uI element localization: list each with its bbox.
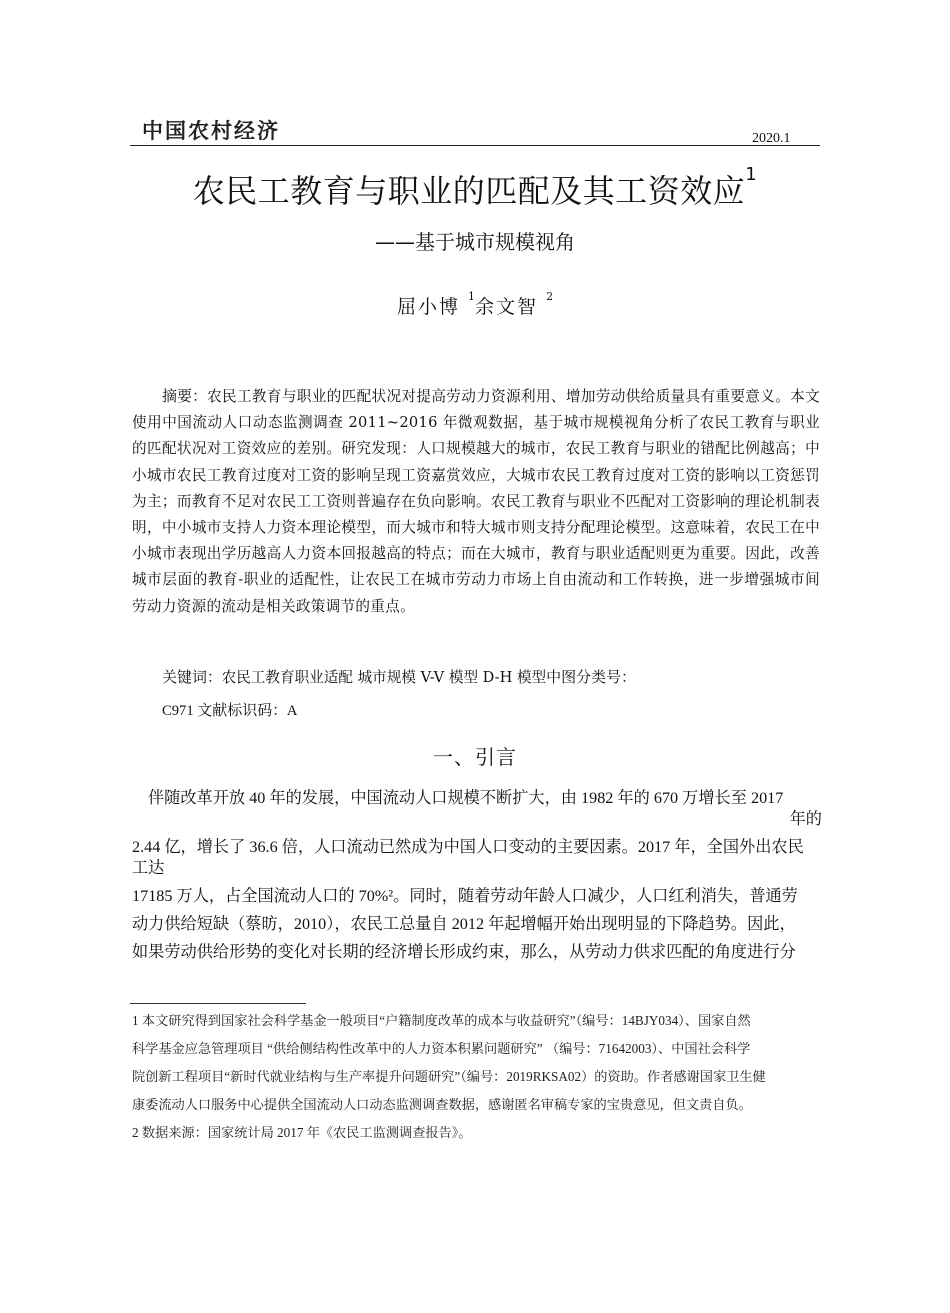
body-line-5: 如果劳动供给形势的变化对长期的经济增长形成约束，那么，从劳动力供求匹配的角度进行分 [132,943,796,961]
keywords-label: 关键词 [162,668,208,686]
body-line-4: 动力供给短缺（蔡昉，2010），农民工总量自 2012 年起增幅开始出现明显的下降趋势。因此， [132,915,796,933]
section-heading: 一、引言 [433,745,517,769]
author-2-mark: 2 [546,290,554,303]
classification-line [162,699,297,720]
keywords-text: ：农民工教育职业适配 城市规模 V-V 模型 D-H 模型 [207,669,547,686]
paper-title [0,166,950,212]
body-line-2b: 工达 [132,859,165,877]
title-footnote-mark[interactable]: 1 [745,164,758,185]
body-line-3: 17185 万人，占全国流动人口的 70%²。同时，随着劳动年龄人口减少，人口红利消失，普通劳 [132,887,798,905]
author-1: 屈小博 [396,296,460,318]
keywords-line [162,666,636,687]
title-text: 农民工教育与职业的匹配及其工资效应 [192,172,746,210]
clc-colon: ： [621,669,636,686]
paper-subtitle: ——基于城市规模视角 [375,230,575,254]
footnote-1-line-4: 康委流动人口服务中心提供全国流动人口动态监测调查数据，感谢匿名审稿专家的宝贵意见，但文责自负。 [132,1097,752,1112]
footnote-1-line-1: 1 本文研究得到国家社会科学基金一般项目“户籍制度改革的成本与收益研究”（编号：14BJY034）、国家自然 [132,1013,751,1028]
footnote-1-line-2: 科学基金应急管理项目 “供给侧结构性改革中的人力资本积累问题研究” （编号：71642003）、中国社会科学 [132,1041,751,1056]
footnote-1-line-3: 院创新工程项目“新时代就业结构与生产率提升问题研究”（编号：2019RKSA02）的资助。作者感谢国家卫生健 [132,1069,766,1084]
body-line-1b: 年的 [789,810,822,828]
doc-code-colon: ： [272,703,287,719]
footnote-rule [130,1003,306,1004]
clc-value: C971 [162,703,194,719]
abstract-label: 摘要 [162,387,193,405]
author-2: 余文智 [475,296,539,318]
clc-label: 中图分类号 [546,668,622,686]
body-line-2: 2.44 亿，增长了 36.6 倍，人口流动已然成为中国人口变动的主要因素。2017 年，全国外出农民 [132,838,804,856]
abstract [132,383,820,620]
author-1-mark: 1 [468,290,475,303]
doc-code-label: 文献标识码 [197,701,273,719]
doc-code-value: A [286,703,298,719]
header-rule [130,145,820,146]
footnote-2: 2 数据来源：国家统计局 2017 年《农民工监测调查报告》。 [132,1125,472,1140]
journal-logo: 中国农村经济 [142,118,280,143]
author-line [0,292,950,319]
body-line-1: 伴随改革开放 40 年的发展，中国流动人口规模不断扩大，由 1982 年的 670 万增长至 2017 [148,789,784,807]
abstract-text: ：农民工教育与职业的匹配状况对提高劳动力资源利用、增加劳动供给质量具有重要意义。本文使用中国流动人口动态监测调查 2011~2016 年微观数据，基于城市规模视角分析了农民工教育与职业的匹配状况对工资效应的差别。研究发现：人口规模越大的城市，农民工教育与职业的错配比例越高；中小城市农民工教育过度对工资的影响呈现工资嘉赏效应，大城市农民工教育过度对工资的影响以工资惩罚为主；而教育不足对农民工工资则普遍存在负向影响。农民工教育与职业不匹配对工资影响的理论机制表明，中小城市支持人力资本理论模型，而大城市和特大城市则支持分配理论模型。这意味着，农民工在中小城市表现出学历越高人力资本回报越高的特点；而在大城市，教育与职业适配则更为重要。因此，改善城市层面的教育-职业的适配性，让农民工在城市劳动力市场上自由流动和工作转换，进一步增强城市间劳动力资源的流动是相关政策调节的重点。 [132,388,820,615]
issue-number: 2020.1 [752,131,791,146]
